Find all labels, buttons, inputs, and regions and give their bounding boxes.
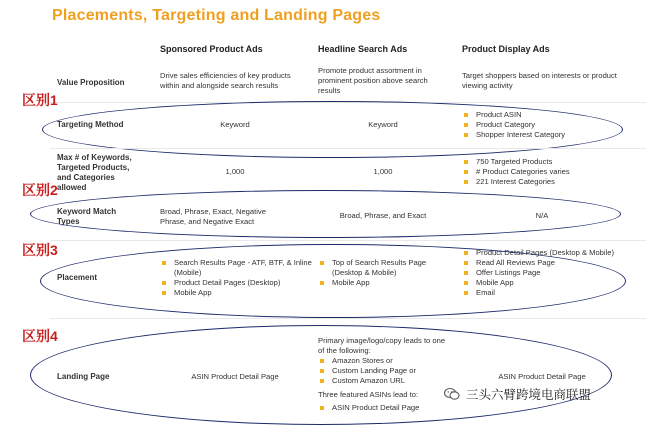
highlight-oval-2 [30, 190, 621, 238]
list-item: 221 Interest Categories [462, 177, 622, 187]
match-pda: N/A [535, 211, 549, 220]
list-item: Amazon Stores or [318, 356, 453, 366]
list-item: Mobile App [318, 278, 453, 288]
list-item: Mobile App [160, 288, 312, 298]
value-prop-spa: Drive sales efficiencies of key products within and alongside search results [160, 71, 291, 90]
list-item: Top of Search Results Page (Desktop & Mobile) [318, 258, 453, 278]
row-label-max-keywords: Max # of Keywords, Targeted Products, and Categories allowed [57, 153, 132, 192]
highlight-oval-4 [30, 325, 612, 425]
targeting-hsa: Keyword [368, 120, 398, 129]
maxkw-hsa: 1,000 [373, 167, 393, 176]
value-prop-hsa: Promote product assortment in prominent position above search results [318, 66, 428, 94]
region-label-4: 区别4 [22, 328, 58, 344]
row-divider [50, 318, 646, 319]
row-label-value-proposition: Value Proposition [57, 78, 125, 87]
wechat-icon [444, 387, 460, 401]
list-item: Custom Amazon URL [318, 376, 453, 386]
region-label-2: 区别2 [22, 182, 58, 198]
landing-hsa: Primary image/logo/copy leads to one of the following: Amazon Stores or Custom Landing Page or Custom Amazon URL Three featured ASINs lead to: ASIN Product Detail Page [318, 336, 453, 413]
list-item: Product Category [462, 120, 622, 130]
landing-spa: ASIN Product Detail Page [191, 372, 279, 381]
list-item: Product ASIN [462, 110, 622, 120]
maxkw-spa: 1,000 [225, 167, 245, 176]
row-divider [50, 240, 646, 241]
column-header-hsa: Headline Search Ads [318, 44, 408, 54]
list-item: Search Results Page - ATF, BTF, & Inline (Mobile) [160, 258, 312, 278]
page-title: Placements, Targeting and Landing Pages [52, 7, 381, 24]
row-label-targeting-method: Targeting Method [57, 120, 124, 129]
list-item: Custom Landing Page or [318, 366, 453, 376]
list-item: Read All Reviews Page [462, 258, 622, 268]
value-prop-pda: Target shoppers based on interests or product viewing activity [462, 71, 617, 90]
list-item: Product Detail Pages (Desktop) [160, 278, 312, 288]
highlight-oval-1 [42, 101, 623, 158]
maxkw-pda [462, 157, 622, 187]
targeting-spa: Keyword [220, 120, 250, 129]
list-item: Product Detail Pages (Desktop & Mobile) [462, 248, 622, 258]
list-item: 750 Targeted Products [462, 157, 622, 167]
highlight-oval-3 [40, 244, 626, 318]
list-item: Mobile App [462, 278, 622, 288]
region-label-3: 区别3 [22, 242, 58, 258]
row-label-landing-page: Landing Page [57, 372, 110, 381]
landing-pda: ASIN Product Detail Page [498, 372, 586, 381]
column-header-pda: Product Display Ads [462, 44, 550, 54]
match-hsa: Broad, Phrase, and Exact [339, 211, 427, 220]
list-item: Email [462, 288, 622, 298]
list-item: Shopper Interest Category [462, 130, 622, 140]
row-divider [50, 148, 646, 149]
match-spa: Broad, Phrase, Exact, Negative Phrase, and Negative Exact [160, 207, 266, 226]
row-label-keyword-match-types: Keyword Match Types [57, 207, 117, 226]
list-item: # Product Categories varies [462, 167, 622, 177]
list-item: Offer Listings Page [462, 268, 622, 278]
region-label-1: 区别1 [22, 92, 58, 108]
column-header-spa: Sponsored Product Ads [160, 44, 263, 54]
row-label-placement: Placement [57, 273, 98, 282]
watermark [444, 385, 591, 403]
list-item: ASIN Product Detail Page [318, 403, 453, 413]
watermark-text: 三头六臂跨境电商联盟 [466, 388, 592, 402]
